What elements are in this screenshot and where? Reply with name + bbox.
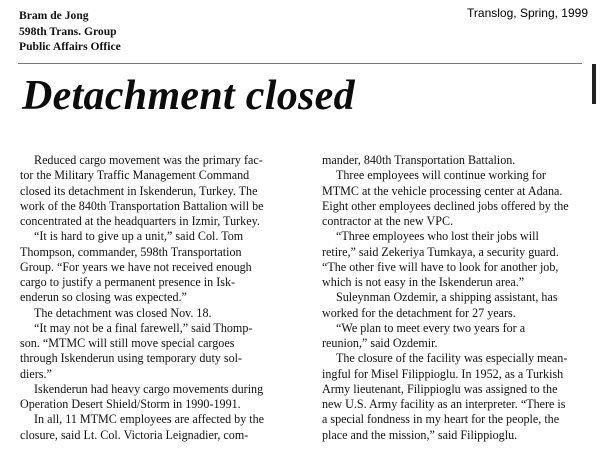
article-line: through Iskenderun using temporary duty sol- — [20, 351, 243, 366]
article-line: The closure of the facility was especially mean- — [336, 351, 568, 366]
article-line: ingful for Misel Filippioglu. In 1952, as a Turkish — [322, 366, 564, 381]
article-line: Suleynman Ozdemir, a shipping assistant, has — [336, 290, 558, 305]
article-line: retire,” said Zekeriya Tumkaya, a security guard. — [322, 244, 559, 259]
publication-tag: Translog, Spring, 1999 — [467, 6, 588, 20]
article-line: cargo to justify a permanent presence in Isk- — [20, 275, 236, 289]
article-line: work of the 840th Transportation Battalion will be — [20, 198, 264, 213]
byline-author: Bram de Jong — [19, 9, 89, 22]
headline: Detachment closed — [22, 73, 355, 119]
article-line: “We plan to meet every two years for a — [336, 320, 526, 335]
article-line: place and the mission,” said Filippioglu. — [322, 427, 518, 442]
article-line: a special fondness in my heart for the people, the — [322, 412, 560, 427]
article-line: worked for the detachment for 27 years. — [322, 305, 516, 320]
byline-unit: 598th Trans. Group — [19, 24, 117, 38]
article-line: which is not easy in the Iskenderun area.” — [322, 275, 525, 289]
article-line: tor the Military Traffic Management Command — [20, 168, 250, 183]
byline — [19, 8, 121, 55]
article-line: The detachment was closed Nov. 18. — [34, 305, 212, 320]
article-line: new U.S. Army facility as an interpreter. “There is — [322, 397, 566, 411]
article-line: MTMC at the vehicle processing center at Adana. — [322, 183, 563, 198]
article-line: “It is hard to give up a unit,” said Col. Tom — [34, 229, 244, 244]
article-line: closed its detachment in Iskenderun, Turkey. The — [20, 183, 258, 198]
scan-edge-mark — [592, 64, 596, 104]
article-column-2 — [322, 153, 598, 443]
article-line: “Three employees who lost their jobs will — [336, 229, 539, 244]
article-line: Group. “For years we have not received enough — [20, 259, 252, 274]
article-line: Thompson, commander, 598th Transportation — [20, 244, 242, 259]
article-line: closure, said Lt. Col. Victoria Leignadier, com- — [20, 427, 249, 442]
article-line: “The other five will have to look for another job, — [322, 259, 559, 274]
article-column-1 — [20, 153, 310, 443]
article-line: Three employees will continue working for — [336, 168, 546, 183]
article-line: Eight other employees declined jobs offered by the — [322, 198, 569, 213]
article-line: Iskenderun had heavy cargo movements during — [34, 381, 264, 396]
article-line: diers.” — [20, 366, 52, 381]
article-line: reunion,” said Ozdemir. — [322, 336, 438, 350]
article-line: In all, 11 MTMC employees are affected by the — [34, 412, 265, 427]
article-line: Army lieutenant, Filippioglu was assigned to the — [322, 381, 558, 396]
byline-office: Public Affairs Office — [19, 40, 121, 53]
article-line: Operation Desert Shield/Storm in 1990-1991. — [20, 397, 241, 411]
header-rule — [18, 63, 582, 64]
article-line: “It may not be a final farewell,” said Thomp- — [34, 320, 253, 335]
article-line: Reduced cargo movement was the primary fac- — [34, 153, 263, 167]
article-line: contractor at the new VPC. — [322, 214, 454, 228]
article-line: mander, 840th Transportation Battalion. — [322, 153, 516, 167]
article-line: son. “MTMC will still move special cargoes — [20, 336, 235, 350]
article-line: enderun so closing was expected.” — [20, 290, 187, 305]
article-line: concentrated at the headquarters in Izmir, Turkey. — [20, 214, 260, 228]
